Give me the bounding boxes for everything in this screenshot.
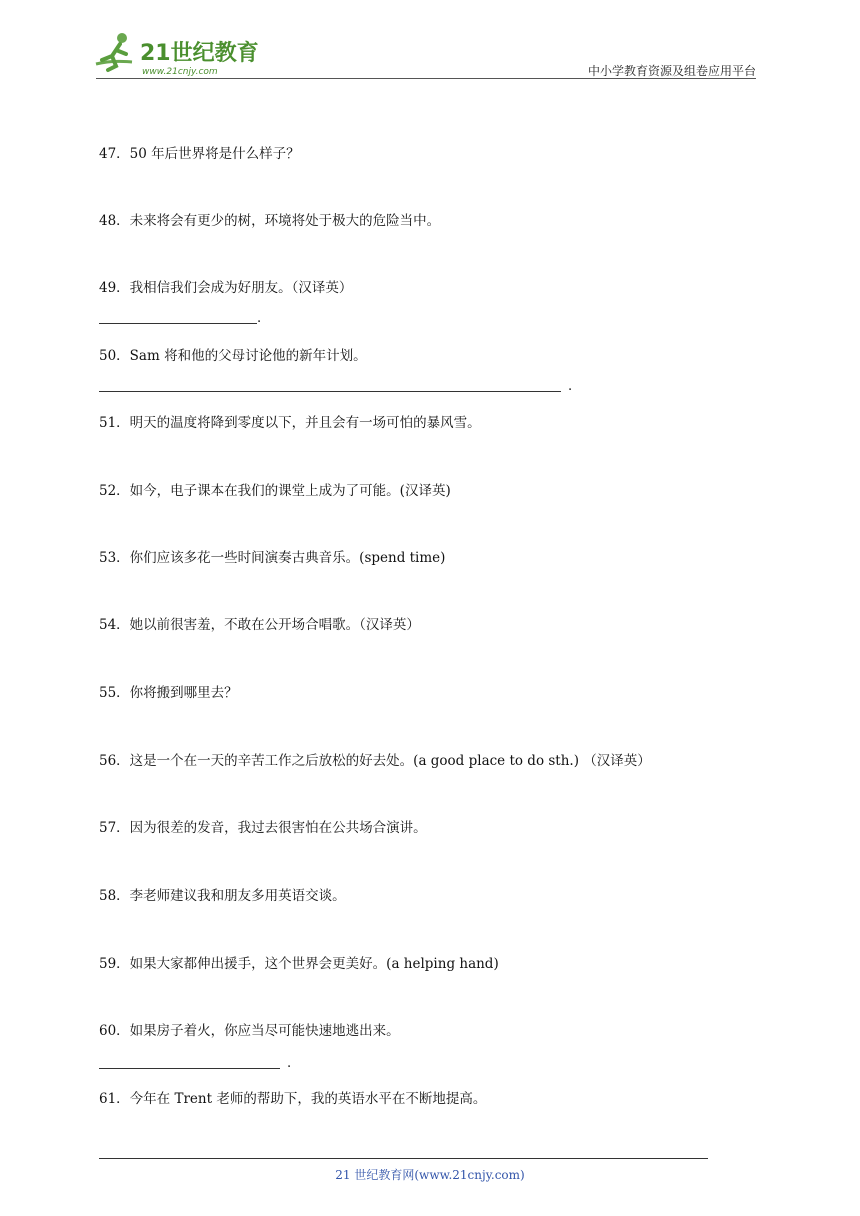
question-60: 60．如果房子着火，你应当尽可能快速地逃出来。 [99, 1023, 400, 1039]
question-52: 52．如今，电子课本在我们的课堂上成为了可能。(汉译英) [99, 483, 451, 499]
logo-url: www.21cnjy.com [142, 67, 218, 77]
footer-divider [99, 1158, 708, 1159]
answer-line-60-dot: . [287, 1056, 292, 1071]
question-55: 55．你将搬到哪里去？ [99, 685, 238, 701]
question-53: 53．你们应该多花一些时间演奏古典音乐。(spend time) [99, 550, 446, 566]
answer-line-49[interactable] [99, 323, 257, 324]
question-49: 49．我相信我们会成为好朋友。（汉译英） [99, 280, 353, 296]
page-header [0, 0, 860, 90]
question-59: 59．如果大家都伸出援手，这个世界会更美好。(a helping hand) [99, 956, 499, 972]
question-50: 50．Sam 将和他的父母讨论他的新年计划。 [99, 348, 367, 364]
question-48: 48．未来将会有更少的树，环境将处于极大的危险当中。 [99, 213, 441, 229]
logo [92, 30, 262, 78]
answer-line-50[interactable] [99, 391, 561, 392]
answer-line-60[interactable] [99, 1068, 280, 1069]
header-divider [96, 78, 756, 79]
question-57: 57．因为很差的发音，我过去很害怕在公共场合演讲。 [99, 820, 427, 836]
question-61: 61．今年在 Trent 老师的帮助下，我的英语水平在不断地提高。 [99, 1091, 487, 1107]
question-56: 56．这是一个在一天的辛苦工作之后放松的好去处。(a good place to do sth.) （汉译英） [99, 753, 651, 769]
platform-name: 中小学教育资源及组卷应用平台 [587, 64, 756, 78]
question-54: 54．她以前很害羞，不敢在公开场合唱歌。（汉译英） [99, 617, 420, 633]
question-58: 58．李老师建议我和朋友多用英语交谈。 [99, 888, 346, 904]
question-51: 51．明天的温度将降到零度以下，并且会有一场可怕的暴风雪。 [99, 415, 481, 431]
logo-runner-icon [92, 30, 262, 78]
footer-link[interactable]: 21 世纪教育网(www.21cnjy.com) [335, 1168, 525, 1182]
answer-line-49-dot: . [257, 311, 262, 326]
question-47: 47．50 年后世界将是什么样子？ [99, 146, 300, 162]
answer-line-50-dot: . [568, 379, 573, 394]
logo-text: 21世纪教育 [140, 41, 259, 66]
